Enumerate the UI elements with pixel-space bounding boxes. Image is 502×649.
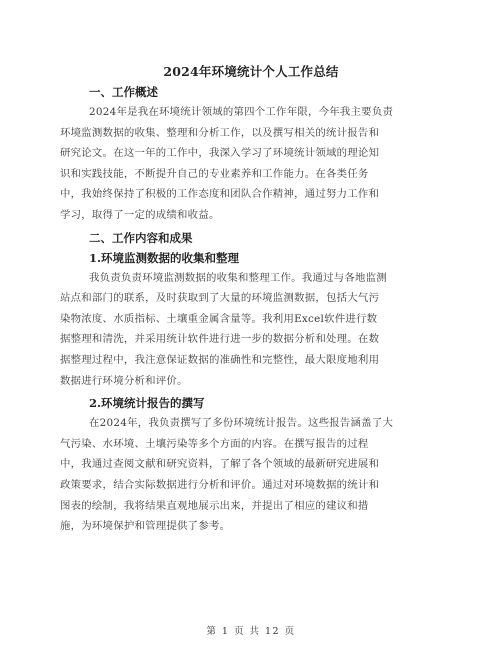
page-number-footer: 第 1 页 共 12 页: [206, 626, 296, 637]
paragraph-line: 图表的绘制，我将结果直观地展示出来，并提出了相应的建议和措: [60, 499, 369, 512]
paragraph-line: 学习，取得了一定的成绩和收益。: [60, 208, 220, 221]
subsection-heading-data-collection: 1.环境监测数据的收集和整理: [89, 250, 240, 265]
paragraph-line: 站点和部门的联系，及时获取到了大量的环境监测数据，包括大气污: [60, 292, 380, 305]
section-heading-overview: 一、工作概述: [89, 85, 158, 99]
paragraph-report-writing: [60, 413, 440, 537]
paragraph-line: 中，我通过查阅文献和研究资料，了解了各个领域的最新研究进展和: [60, 458, 380, 471]
paragraph-line: 数据进行环境分析和评价。: [60, 374, 188, 387]
paragraph-line: 环境监测数据的收集、整理和分析工作，以及撰写相关的统计报告和: [60, 126, 380, 139]
paragraph-line: 据整理过程中，我注意保证数据的准确性和完整性，最大限度地利用: [60, 353, 380, 366]
paragraph-overview: [60, 102, 440, 226]
paragraph-line: 2024年是我在环境统计领域的第四个工作年限，今年我主要负责: [89, 106, 394, 118]
paragraph-line: 气污染、水环境、土壤污染等多个方面的内容。在撰写报告的过程: [60, 437, 369, 450]
paragraph-line: 我负责负责环境监测数据的收集和整理工作。我通过与各地监测: [89, 271, 387, 284]
paragraph-line: 施，为环境保护和管理提供了参考。: [60, 520, 231, 533]
document-body: [60, 82, 440, 537]
document-title: 2024年环境统计个人工作总结: [163, 64, 339, 79]
paragraph-line: 染物浓度、水质指标、土壤重金属含量等。我利用Excel软件进行数: [60, 312, 378, 325]
paragraph-line: 识和实践技能，不断提升自己的专业素养和工作能力。在各类任务: [60, 167, 369, 180]
paragraph-line: 中，我始终保持了积极的工作态度和团队合作精神，通过努力工作和: [60, 188, 380, 201]
paragraph-data-collection: [60, 268, 440, 392]
paragraph-line: 政策要求，结合实际数据进行分析和评价。通过对环境数据的统计和: [60, 478, 380, 491]
subsection-heading-report-writing: 2.环境统计报告的撰写: [89, 396, 205, 411]
section-heading-content-results: 二、工作内容和成果: [89, 230, 193, 245]
paragraph-line: 在2024年，我负责撰写了多份环境统计报告。这些报告涵盖了大: [89, 417, 394, 430]
paragraph-line: 据整理和清洗，并采用统计软件进行进一步的数据分析和处理。在数: [60, 333, 380, 346]
paragraph-line: 研究论文。在这一年的工作中，我深入学习了环境统计领域的理论知: [60, 147, 380, 160]
